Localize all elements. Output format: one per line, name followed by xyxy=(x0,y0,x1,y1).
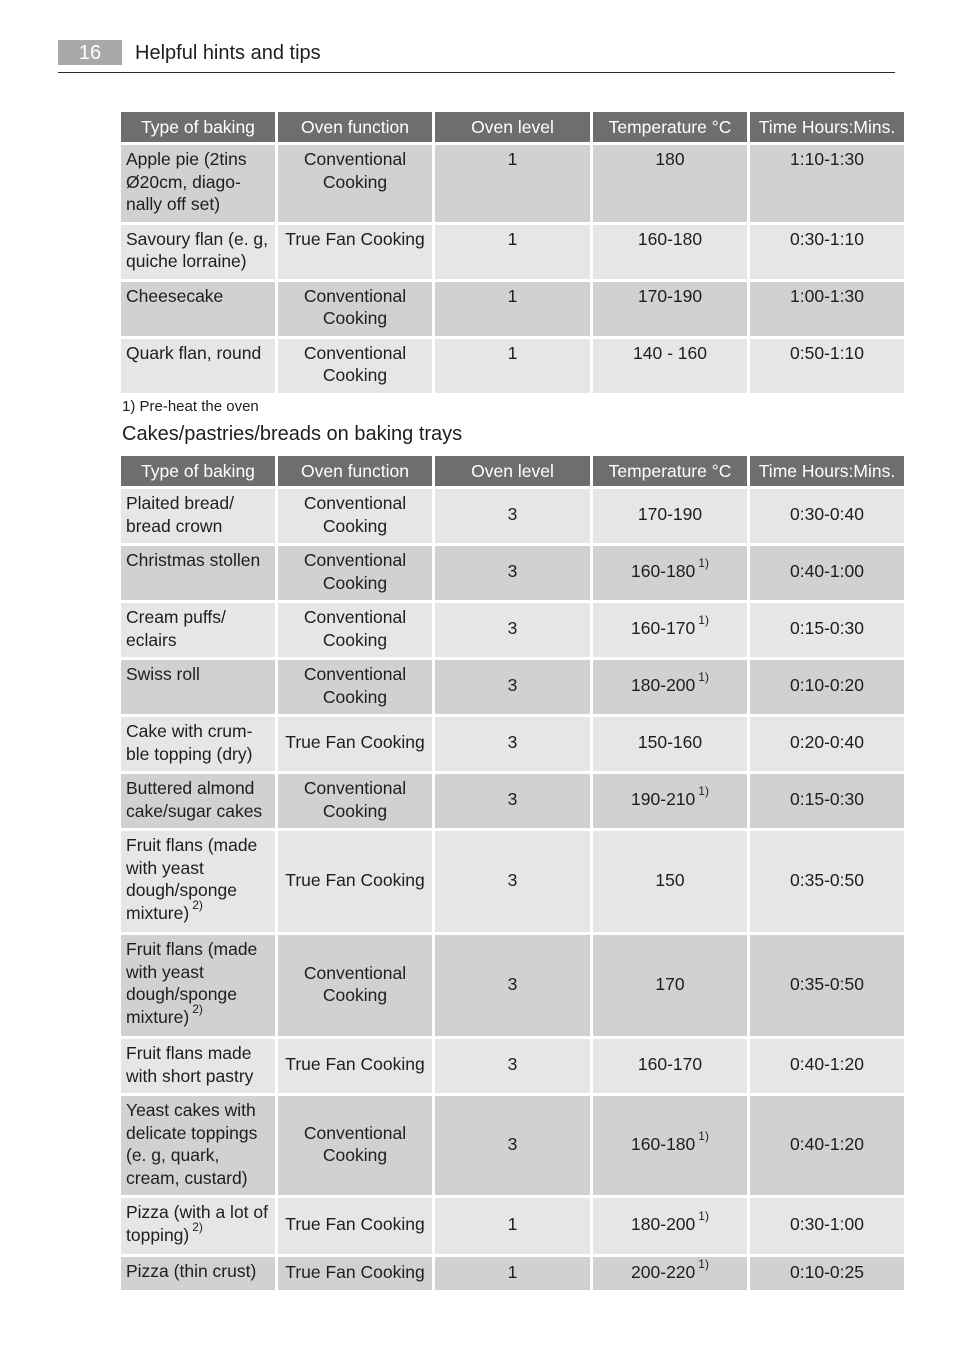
cell-type: Apple pie (2tins Ø20cm, diago-nally off set) xyxy=(121,145,275,222)
cell-time: 0:35-0:50 xyxy=(750,831,904,932)
col-header-time: Time Hours:Mins. xyxy=(750,456,904,486)
type-text: Buttered almond cake/sugar cakes xyxy=(126,778,263,821)
cell-function: True Fan Cooking xyxy=(278,717,432,771)
table-row xyxy=(121,717,904,771)
table-row xyxy=(121,546,904,600)
temp-value: 180 xyxy=(655,149,685,169)
type-text: Christmas stollen xyxy=(126,550,261,570)
cell-type: Quark flan, round xyxy=(121,339,275,393)
cell-type xyxy=(121,603,275,657)
cell-time: 0:10-0:25 xyxy=(750,1257,904,1290)
table-row xyxy=(121,935,904,1036)
col-header-level: Oven level xyxy=(435,112,590,142)
cell-level: 1 xyxy=(435,339,590,393)
cell-function: True Fan Cooking xyxy=(278,831,432,932)
type-text: Swiss roll xyxy=(126,664,200,684)
cell-temperature xyxy=(593,225,747,279)
type-footnote-ref: 2) xyxy=(192,1219,203,1234)
table-row xyxy=(121,225,904,279)
cell-level: 3 xyxy=(435,717,590,771)
cell-temperature xyxy=(593,1096,747,1195)
cell-temperature xyxy=(593,282,747,336)
cell-time: 0:30-1:10 xyxy=(750,225,904,279)
cell-level: 1 xyxy=(435,225,590,279)
table-row xyxy=(121,1039,904,1093)
cell-temperature xyxy=(593,1257,747,1290)
temp-value: 160-170 xyxy=(637,1054,703,1075)
type-footnote-ref: 2) xyxy=(192,1001,203,1016)
cell-type xyxy=(121,1039,275,1093)
table-row xyxy=(121,145,904,222)
type-text: Plaited bread/ bread crown xyxy=(126,493,234,536)
cell-function: Conventional Cooking xyxy=(278,489,432,543)
table-row xyxy=(121,774,904,828)
cell-type xyxy=(121,1257,275,1290)
temp-value: 200-220 xyxy=(631,1261,696,1282)
temp-value: 160-170 xyxy=(631,618,696,639)
temp-value: 180-200 xyxy=(631,675,696,696)
table-row xyxy=(121,1257,904,1290)
col-header-time: Time Hours:Mins. xyxy=(750,112,904,142)
cell-time: 0:30-1:00 xyxy=(750,1198,904,1254)
cell-temperature xyxy=(593,1198,747,1254)
page-header xyxy=(58,40,895,73)
cell-time: 1:00-1:30 xyxy=(750,282,904,336)
table-row xyxy=(121,1198,904,1254)
cell-function: True Fan Cooking xyxy=(278,1039,432,1093)
baking-table-1 xyxy=(118,109,907,396)
type-text: Yeast cakes with delicate toppings (e. g, quark, cream, custard) xyxy=(126,1100,258,1188)
cell-function: Conventional Cooking xyxy=(278,603,432,657)
col-header-temperature: Temperature °C xyxy=(593,112,747,142)
temp-value: 160-180 xyxy=(637,228,703,249)
type-footnote-ref: 2) xyxy=(192,897,203,912)
cell-temperature xyxy=(593,935,747,1036)
cell-temperature xyxy=(593,1039,747,1093)
cell-time: 0:35-0:50 xyxy=(750,935,904,1036)
cell-time: 0:15-0:30 xyxy=(750,774,904,828)
cell-time: 0:50-1:10 xyxy=(750,339,904,393)
temp-footnote-ref: 1) xyxy=(698,556,709,571)
table-row xyxy=(121,831,904,932)
temp-value: 160-180 xyxy=(631,1133,696,1154)
cell-level: 1 xyxy=(435,1257,590,1290)
temp-footnote-ref: 1) xyxy=(698,670,709,685)
baking-table-2 xyxy=(118,453,907,1293)
cell-level: 3 xyxy=(435,831,590,932)
cell-function: Conventional Cooking xyxy=(278,145,432,222)
temp-footnote-ref: 1) xyxy=(698,1128,709,1143)
cell-level: 3 xyxy=(435,546,590,600)
table-row xyxy=(121,603,904,657)
cell-type xyxy=(121,489,275,543)
cell-temperature xyxy=(593,339,747,393)
temp-footnote-ref: 1) xyxy=(698,1256,709,1271)
cell-temperature xyxy=(593,831,747,932)
col-header-type: Type of baking xyxy=(121,456,275,486)
temp-value: 150-160 xyxy=(637,732,703,753)
type-text: Fruit flans (made with yeast dough/sponge mixture) xyxy=(126,939,258,1027)
cell-level: 1 xyxy=(435,1198,590,1254)
table-row xyxy=(121,489,904,543)
temp-value: 140 - 160 xyxy=(633,342,707,363)
cell-level: 3 xyxy=(435,1039,590,1093)
cell-type: Savoury flan (e. g, quiche lorraine) xyxy=(121,225,275,279)
cell-temperature xyxy=(593,774,747,828)
temp-value: 180-200 xyxy=(631,1214,696,1235)
temp-value: 170-190 xyxy=(637,285,703,306)
cell-type xyxy=(121,831,275,932)
cell-type: Cheesecake xyxy=(121,282,275,336)
cell-function: True Fan Cooking xyxy=(278,225,432,279)
cell-time: 0:15-0:30 xyxy=(750,603,904,657)
cell-time: 1:10-1:30 xyxy=(750,145,904,222)
cell-function: Conventional Cooking xyxy=(278,339,432,393)
cell-level: 3 xyxy=(435,1096,590,1195)
page-number: 16 xyxy=(58,40,122,65)
table-row xyxy=(121,1096,904,1195)
cell-function: Conventional Cooking xyxy=(278,660,432,714)
col-header-temperature: Temperature °C xyxy=(593,456,747,486)
cell-type xyxy=(121,774,275,828)
cell-level: 3 xyxy=(435,935,590,1036)
cell-temperature xyxy=(593,145,747,222)
col-header-type: Type of baking xyxy=(121,112,275,142)
cell-time: 0:40-1:00 xyxy=(750,546,904,600)
cell-function: Conventional Cooking xyxy=(278,935,432,1036)
temp-value: 190-210 xyxy=(631,789,696,810)
temp-value: 160-180 xyxy=(631,561,696,582)
type-text: Cake with crum-ble topping (dry) xyxy=(126,721,253,764)
cell-type xyxy=(121,1198,275,1254)
temp-footnote-ref: 1) xyxy=(698,784,709,799)
page-title: Helpful hints and tips xyxy=(135,42,321,64)
type-text: Cream puffs/ eclairs xyxy=(126,607,226,650)
cell-level: 1 xyxy=(435,282,590,336)
table-row xyxy=(121,282,904,336)
temp-value: 170-190 xyxy=(637,504,703,525)
cell-type xyxy=(121,546,275,600)
type-text: Pizza (with a lot of topping) xyxy=(126,1202,268,1245)
cell-level: 3 xyxy=(435,774,590,828)
section-title: Cakes/pastries/breads on baking trays xyxy=(122,423,463,445)
cell-function: Conventional Cooking xyxy=(278,282,432,336)
temp-footnote-ref: 1) xyxy=(698,1209,709,1224)
cell-time: 0:10-0:20 xyxy=(750,660,904,714)
cell-level: 3 xyxy=(435,489,590,543)
cell-type xyxy=(121,1096,275,1195)
temp-value: 150 xyxy=(655,869,685,890)
cell-temperature xyxy=(593,660,747,714)
type-text: Fruit flans made with short pastry xyxy=(126,1043,254,1086)
cell-type xyxy=(121,717,275,771)
cell-level: 3 xyxy=(435,603,590,657)
col-header-level: Oven level xyxy=(435,456,590,486)
cell-temperature xyxy=(593,603,747,657)
col-header-function: Oven function xyxy=(278,456,432,486)
type-text: Pizza (thin crust) xyxy=(126,1261,257,1281)
cell-type xyxy=(121,660,275,714)
cell-temperature xyxy=(593,717,747,771)
cell-function: Conventional Cooking xyxy=(278,774,432,828)
cell-function: True Fan Cooking xyxy=(278,1198,432,1254)
type-text: Fruit flans (made with yeast dough/sponge mixture) xyxy=(126,835,258,923)
table-header-row xyxy=(121,112,904,142)
temp-value: 170 xyxy=(655,973,685,994)
cell-function: Conventional Cooking xyxy=(278,546,432,600)
cell-level: 1 xyxy=(435,145,590,222)
cell-function: True Fan Cooking xyxy=(278,1257,432,1290)
table-row xyxy=(121,339,904,393)
temp-footnote-ref: 1) xyxy=(698,613,709,628)
cell-time: 0:20-0:40 xyxy=(750,717,904,771)
table-header-row xyxy=(121,456,904,486)
cell-level: 3 xyxy=(435,660,590,714)
cell-function: Conventional Cooking xyxy=(278,1096,432,1195)
col-header-function: Oven function xyxy=(278,112,432,142)
cell-temperature xyxy=(593,546,747,600)
footnote: 1) Pre-heat the oven xyxy=(122,398,259,415)
cell-temperature xyxy=(593,489,747,543)
cell-time: 0:40-1:20 xyxy=(750,1096,904,1195)
cell-time: 0:40-1:20 xyxy=(750,1039,904,1093)
cell-time: 0:30-0:40 xyxy=(750,489,904,543)
cell-type xyxy=(121,935,275,1036)
table-row xyxy=(121,660,904,714)
